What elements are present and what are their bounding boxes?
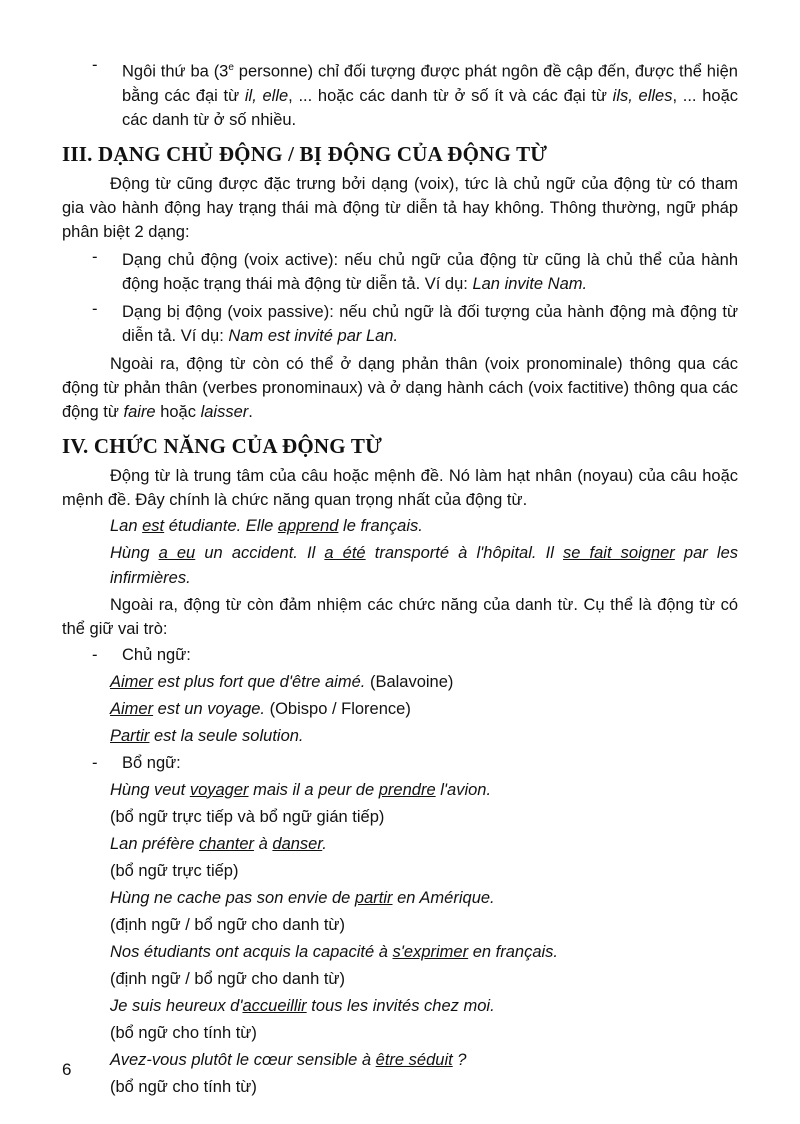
text-run: le français. xyxy=(338,516,423,535)
text-run: . xyxy=(322,834,327,853)
bullet-text xyxy=(122,56,738,132)
underlined-verb: est xyxy=(142,516,165,535)
page-content xyxy=(62,56,738,1102)
bullet-dash: - xyxy=(92,645,98,664)
underlined-verb: apprend xyxy=(277,516,339,535)
text-run: Lan xyxy=(110,516,143,535)
bullet-active-voice xyxy=(62,248,738,296)
text-run: à xyxy=(254,834,273,853)
text-run: un accident. Il xyxy=(195,543,325,562)
text-run: étudiante. Elle xyxy=(164,516,278,535)
paragraph: Động từ là trung tâm của câu hoặc mệnh đề. Nó làm hạt nhân (noyau) của câu hoặc mệnh đề. Đây chính là chức năng quan trọng nhất của động từ. xyxy=(62,466,738,509)
italic-run: ils, elles xyxy=(612,86,673,105)
role-subject xyxy=(62,643,738,668)
example-line xyxy=(110,940,738,965)
text-run: en français. xyxy=(468,942,558,961)
text-run: . xyxy=(248,402,253,421)
text-run: Dạng bị động (voix passive): nếu chủ ngữ là đối tượng của hành động mà động từ diễn tả. Ví dụ: xyxy=(122,302,738,345)
bullet-dash: - xyxy=(92,56,98,74)
underlined-verb: se fait soigner xyxy=(563,543,675,562)
underlined-verb: Aimer xyxy=(110,672,154,691)
text-run: Hùng xyxy=(110,543,159,562)
underlined-verb: partir xyxy=(354,888,393,907)
section-heading-voice: III. DẠNG CHỦ ĐỘNG / BỊ ĐỘNG CỦA ĐỘNG TỪ xyxy=(62,141,548,166)
role-label: Bổ ngữ: xyxy=(122,753,181,772)
text-run: Avez-vous plutôt le cœur sensible à xyxy=(110,1050,376,1069)
example-line xyxy=(110,541,738,591)
underlined-verb: Partir xyxy=(110,726,150,745)
example-line xyxy=(110,1048,738,1073)
text-run: Ngôi thứ ba (3 xyxy=(122,62,229,81)
example-line xyxy=(110,670,738,695)
example-line xyxy=(110,697,738,722)
text-run: est un voyage. xyxy=(153,699,266,718)
underlined-verb: être séduit xyxy=(375,1050,453,1069)
example-line xyxy=(110,832,738,857)
text-run: tous les invités chez moi. xyxy=(306,996,495,1015)
text-run: , ... hoặc các danh từ ở số nhiều. xyxy=(122,86,738,129)
text-run: Dạng chủ động (voix active): nếu chủ ngữ của động từ cũng là chủ thể của hành động hoặc trạng thái mà động từ diễn tả. Ví dụ: xyxy=(122,250,738,293)
text-run: est plus fort que d'être aimé. xyxy=(153,672,366,691)
text-run: Nos étudiants ont acquis la capacité à xyxy=(110,942,393,961)
example-line xyxy=(110,514,738,539)
text-run: Ngoài ra, động từ còn có thể ở dạng phản thân (voix pronominale) thông qua các động từ phản thân (verbes pronominaux) và ở dạng hành cách (voix factitive) thông qua các động từ xyxy=(62,354,738,421)
example-note: (bổ ngữ trực tiếp) xyxy=(110,861,239,880)
text-run: est la seule solution. xyxy=(149,726,304,745)
underlined-verb: Aimer xyxy=(110,699,154,718)
source-note: (Balavoine) xyxy=(365,672,454,691)
bullet-third-person xyxy=(62,56,738,132)
underlined-verb: danser xyxy=(272,834,323,853)
example-line xyxy=(110,724,738,749)
example-note: (bổ ngữ cho tính từ) xyxy=(110,1077,257,1096)
underlined-verb: chanter xyxy=(198,834,255,853)
text-run: par les infirmières. xyxy=(110,543,739,587)
italic-run: faire xyxy=(123,402,156,421)
paragraph: Ngoài ra, động từ còn đảm nhiệm các chức năng của danh từ. Cụ thể là động từ có thể giữ vai trò: xyxy=(62,595,738,638)
text-run: Hùng ne cache pas son envie de xyxy=(110,888,355,907)
page-number: 6 xyxy=(62,1060,72,1079)
italic-run: il, elle xyxy=(244,86,289,105)
underlined-verb: a eu xyxy=(158,543,196,562)
section-heading-function: IV. CHỨC NĂNG CỦA ĐỘNG TỪ xyxy=(62,433,383,458)
example-note: (định ngữ / bổ ngữ cho danh từ) xyxy=(110,915,345,934)
example-line xyxy=(110,886,738,911)
example-note: (bổ ngữ cho tính từ) xyxy=(110,1023,257,1042)
text-run: Hùng veut xyxy=(110,780,190,799)
example-note: (định ngữ / bổ ngữ cho danh từ) xyxy=(110,969,345,988)
example-note: (bổ ngữ trực tiếp và bổ ngữ gián tiếp) xyxy=(110,807,385,826)
source-note: (Obispo / Florence) xyxy=(265,699,411,718)
underlined-verb: s'exprimer xyxy=(392,942,469,961)
text-run: Je suis heureux d' xyxy=(110,996,243,1015)
text-run: l'avion. xyxy=(435,780,492,799)
example-line xyxy=(110,778,738,803)
underlined-verb: prendre xyxy=(378,780,436,799)
italic-run: laisser xyxy=(200,402,249,421)
underlined-verb: accueillir xyxy=(242,996,307,1015)
bullet-dash: - xyxy=(92,299,98,318)
example-italic: Nam est invité par Lan. xyxy=(228,326,399,345)
bullet-passive-voice xyxy=(62,300,738,348)
example-italic: Lan invite Nam. xyxy=(472,274,588,293)
example-line xyxy=(110,994,738,1019)
text-run: mais il a peur de xyxy=(248,780,379,799)
paragraph: Động từ cũng được đặc trưng bởi dạng (voix), tức là chủ ngữ của động từ có tham gia vào hành động hay trạng thái mà động từ diễn tả hay không. Thông thường, ngữ pháp phân biệt 2 dạng: xyxy=(62,174,738,241)
text-run: hoặc xyxy=(155,402,201,421)
text-run: Lan préfère xyxy=(110,834,199,853)
role-label: Chủ ngữ: xyxy=(122,645,191,664)
bullet-dash: - xyxy=(92,247,98,266)
text-run: transporté à l'hôpital. Il xyxy=(365,543,563,562)
text-run: ? xyxy=(452,1050,467,1069)
text-run: , ... hoặc các danh từ ở số ít và các đại từ xyxy=(288,86,613,105)
text-run: personne) chỉ đối tượng được phát ngôn đề cập đến, được thể hiện bằng các đại từ xyxy=(122,62,738,105)
bullet-dash: - xyxy=(92,753,98,772)
bullet-text xyxy=(122,248,738,296)
bullet-text xyxy=(122,300,738,348)
paragraph xyxy=(62,352,738,424)
underlined-verb: a été xyxy=(324,543,366,562)
role-complement xyxy=(62,751,738,776)
text-run: en Amérique. xyxy=(392,888,495,907)
underlined-verb: voyager xyxy=(189,780,249,799)
superscript: e xyxy=(228,62,234,73)
